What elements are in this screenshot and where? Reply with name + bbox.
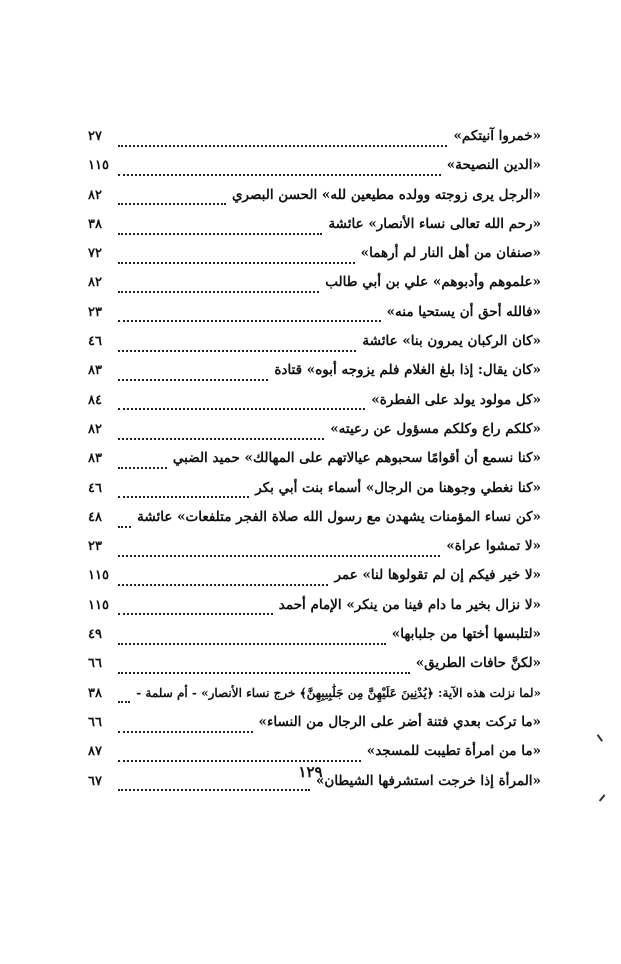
dot-leader xyxy=(118,643,386,645)
index-entry xyxy=(88,331,541,360)
index-entry xyxy=(88,214,541,243)
index-entry xyxy=(88,478,541,507)
entry-page-number: ٦٦ xyxy=(88,714,102,730)
dot-leader xyxy=(118,789,310,791)
entry-page-number: ٣٨ xyxy=(88,685,102,701)
entry-page-number: ٦٦ xyxy=(88,656,102,672)
entry-page-number: ٨٢ xyxy=(88,421,102,437)
dot-leader xyxy=(118,408,365,410)
entry-page-number: ٤٦ xyxy=(88,480,102,496)
entry-title: «كل مولود يولد على الفطرة» xyxy=(371,391,541,408)
index-entry xyxy=(88,624,541,653)
dot-leader xyxy=(118,203,226,205)
dot-leader xyxy=(118,291,319,293)
index-entry xyxy=(88,653,541,682)
index-entry xyxy=(88,595,541,624)
dot-leader xyxy=(118,731,253,733)
entry-title: «الدين النصيحة» xyxy=(446,157,541,174)
entry-title: «رحم الله تعالى نساء الأنصار» عائشة xyxy=(328,215,541,232)
entry-title: «لكنَّ حافات الطريق» xyxy=(415,655,541,672)
entry-page-number: ١١٥ xyxy=(88,597,109,613)
dot-leader xyxy=(118,174,441,176)
entry-page-number: ٨٢ xyxy=(88,275,102,291)
dot-leader xyxy=(118,526,131,528)
dot-leader xyxy=(118,145,447,147)
dot-leader xyxy=(118,613,273,615)
dot-leader xyxy=(118,262,355,264)
dot-leader xyxy=(118,379,268,381)
entry-page-number: ٢٣ xyxy=(88,304,102,320)
entry-title: «ما من امرأة تطيبت للمسجد» xyxy=(366,743,541,760)
entry-page-number: ٢٧ xyxy=(88,129,102,144)
index-entry xyxy=(88,712,541,741)
entry-page-number: ٨٣ xyxy=(88,451,102,467)
entry-page-number: ١١٥ xyxy=(88,568,109,584)
index-entry xyxy=(88,155,541,184)
entry-title: «خمروا آنيتكم» xyxy=(453,128,541,144)
dot-leader xyxy=(118,555,440,557)
index-entry xyxy=(88,302,541,331)
entry-title: «ما تركت بعدي فتنة أضر على الرجال من النساء» xyxy=(258,713,541,730)
entry-page-number: ٤٩ xyxy=(88,627,102,643)
entry-page-number: ٨٣ xyxy=(88,363,102,379)
entry-title: «فالله أحق أن يستحيا منه» xyxy=(386,303,541,320)
index-entry xyxy=(88,185,541,214)
entry-page-number: ٨٤ xyxy=(88,392,102,408)
dot-leader xyxy=(118,438,324,440)
dot-leader xyxy=(118,496,249,498)
scan-mark xyxy=(599,794,605,801)
index-entry xyxy=(88,448,541,477)
entry-title: «كان الركبان يمرون بنا» عائشة xyxy=(362,333,541,350)
entry-title: «كنا نغطي وجوهنا من الرجال» أسماء بنت أبي بكر xyxy=(255,479,541,496)
index-entry xyxy=(88,683,541,712)
dot-leader xyxy=(118,760,361,762)
index-entry xyxy=(88,390,541,419)
index-entry xyxy=(88,360,541,389)
entry-page-number: ٤٨ xyxy=(88,509,102,525)
entry-title: «المرأة إذا خرجت استشرفها الشيطان» xyxy=(315,772,541,789)
index-entry xyxy=(88,419,541,448)
entry-title: «كان يقال: إذا بلغ الغلام فلم يزوجه أبوه» قتادة xyxy=(274,362,541,379)
index-entry xyxy=(88,536,541,565)
entry-title: «كن نساء المؤمنات يشهدن مع رسول الله صلاة الفجر متلفعات» عائشة xyxy=(137,508,541,525)
entry-page-number: ٨٢ xyxy=(88,187,102,203)
dot-leader xyxy=(118,320,381,322)
index-entry xyxy=(88,272,541,301)
entry-page-number: ٧٢ xyxy=(88,246,102,262)
index-entry xyxy=(88,243,541,272)
entry-page-number: ٦٧ xyxy=(88,773,102,789)
dot-leader xyxy=(118,233,322,235)
entry-title: «كلكم راع وكلكم مسؤول عن رعيته» xyxy=(330,420,541,437)
entry-title: «لا خير فيكم إن لم تقولوها لنا» عمر xyxy=(334,567,541,584)
dot-leader xyxy=(118,701,130,703)
entry-title: «لا نزال بخير ما دام فينا من ينكر» الإمام أحمد xyxy=(278,596,541,613)
entry-title: «صنفان من أهل النار لم أرهما» xyxy=(360,245,541,262)
dot-leader xyxy=(118,672,410,674)
entry-page-number: ٨٧ xyxy=(88,744,102,760)
dot-leader xyxy=(118,584,328,586)
entry-page-number: ٣٨ xyxy=(88,216,102,232)
index-entry xyxy=(88,565,541,594)
scan-mark xyxy=(597,734,603,741)
entry-title: «الرجل يرى زوجته وولده مطيعين لله» الحسن البصري xyxy=(231,186,541,203)
index-entry xyxy=(88,507,541,536)
entry-title: «علموهم وأدبوهم» علي بن أبي طالب xyxy=(325,274,541,291)
dot-leader xyxy=(118,350,356,352)
entry-page-number: ٤٦ xyxy=(88,334,102,350)
dot-leader xyxy=(118,467,167,469)
page-number: ١٢٩ xyxy=(298,763,323,781)
entry-title: «كنا نسمع أن أقوامًا سحبوهم عيالاتهم على المهالك» حميد الضبي xyxy=(172,450,541,467)
entry-page-number: ٢٣ xyxy=(88,539,102,555)
entry-title: «لما نزلت هذه الآية: ﴿يُدْنِينَ عَلَيْهِنَّ مِن جَلَٰبِيبِهِنَّ﴾ خرج نساء الأنصار» - أم سلمة - xyxy=(136,685,541,700)
entry-page-number: ١١٥ xyxy=(88,158,109,174)
entry-title: «لتلبسها أختها من جلبابها» xyxy=(391,626,541,643)
hadith-index-list xyxy=(88,126,541,800)
entry-title: «لا تمشوا عراة» xyxy=(446,538,541,555)
index-entry xyxy=(88,126,541,155)
